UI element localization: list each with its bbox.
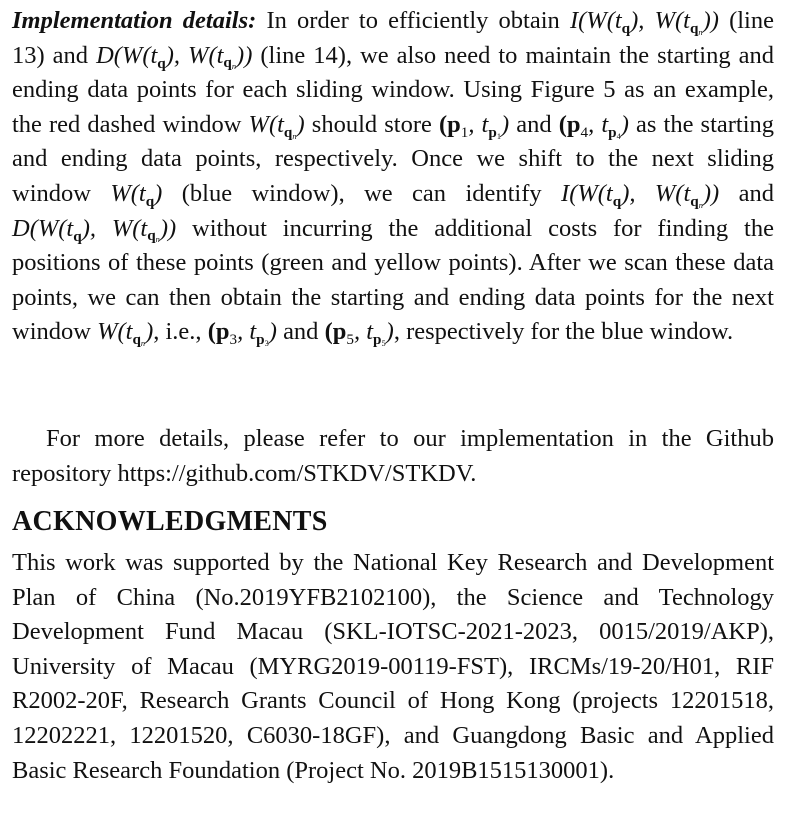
implementation-text-8: and	[719, 179, 774, 207]
implementation-paragraph	[12, 4, 774, 350]
implementation-text-12: , respectively for the blue window.	[393, 318, 734, 346]
acknowledgments-heading: ACKNOWLEDGMENTS	[12, 506, 328, 537]
formula-difference: $D(W(t_q)$, $W(t_{qn})$)	[96, 41, 253, 72]
formula-difference-2: $D(W(t_q)$, $W(t_{qn})$)	[12, 214, 177, 245]
implementation-lead: Implementation details:	[12, 7, 257, 34]
formula-window-qn: $W(t_{qn})$	[248, 110, 305, 141]
implementation-text-5: and	[509, 110, 559, 138]
implementation-text-1: In order to efficiently obtain	[256, 7, 570, 34]
formula-intersection: $I(W(t_q)$, $W(t_{qn})$)	[569, 7, 719, 37]
implementation-text-2: (line 13) and	[12, 7, 774, 69]
formula-window-q: $W(t_q)$	[110, 179, 163, 210]
formula-intersection-2: $I(W(t_q)$, $W(t_{qn})$)	[561, 179, 720, 210]
formula-point-p4: ($p_4$, $t_{p4}$)	[558, 110, 629, 141]
github-paragraph: For more details, please refer to our implementation in the Github repository https://github.com/STKDV/STKDV.	[12, 425, 774, 487]
implementation-text-6: as the starting and ending data points, respectively. Once we shift to the next sliding window	[12, 110, 775, 207]
implementation-text-11: and	[276, 318, 325, 346]
implementation-text-3: (line 14), we also need to maintain the starting and ending data points for each sliding window. Using Figure 5 as an example, the red dashed window	[12, 41, 774, 138]
formula-point-p3: ($p_3$, $t_{p3}$)	[207, 318, 277, 349]
formula-point-p1: ($p_1$, $t_{p1}$)	[438, 110, 510, 141]
implementation-text-10: , i.e.,	[153, 318, 208, 346]
implementation-text-7: (blue window), we can identify	[162, 179, 562, 207]
implementation-text-9: without incurring the additional costs for finding the positions of these points (green and yellow points). After we scan these data points, we can then obtain the starting and ending data points for the next window	[12, 214, 774, 346]
formula-point-p5: ($p_5$, $t_{p5}$)	[324, 318, 394, 349]
implementation-text-4: should store	[304, 110, 439, 138]
acknowledgments-paragraph: This work was supported by the National Key Research and Development Plan of China (No.2019YFB2102100), the Science and Technology Development Fund Macau (SKL-IOTSC-2021-2023, 0015/2019/AKP), University of Macau (MYRG2019-00119-FST), IRCMs/19-20/H01, RIF R2002-20F, Research Grants Council of Hong Kong (projects 12201518, 12202221, 12201520, C6030-18GF), and Guangdong Basic and Applied Basic Research Foundation (Project No. 2019B1515130001).	[12, 549, 774, 784]
formula-window-qn-2: $W(t_{qn})$	[97, 318, 154, 349]
